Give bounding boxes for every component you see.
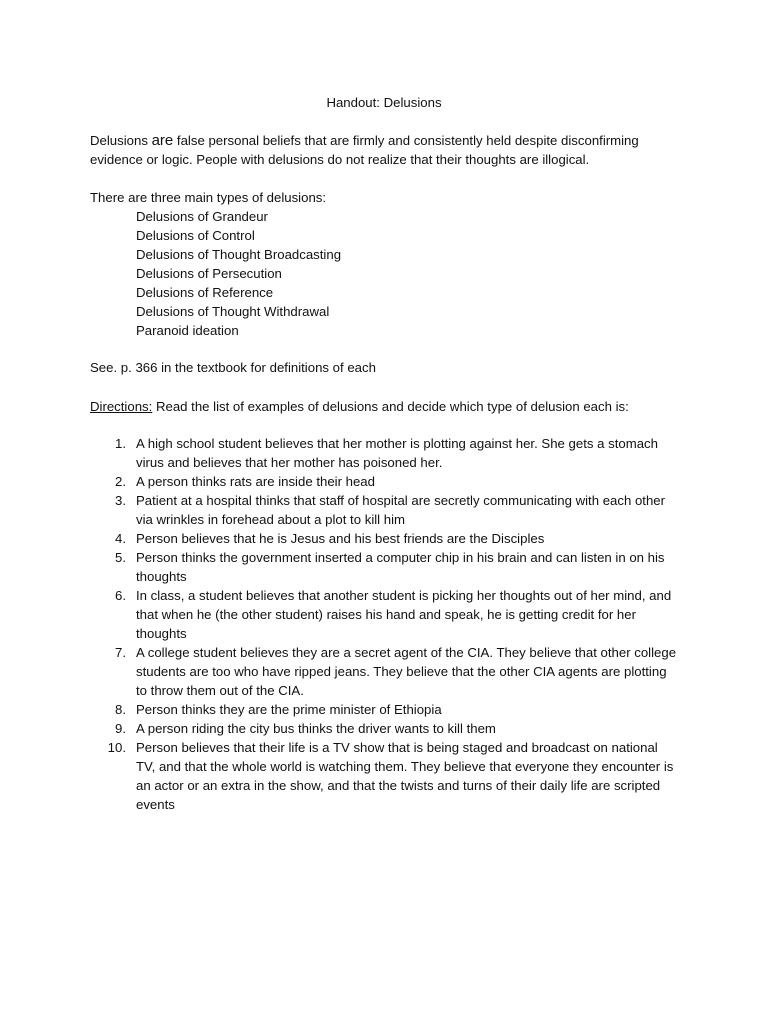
example-number: 5.: [115, 550, 126, 565]
delusion-type-item: Delusions of Thought Withdrawal: [136, 304, 330, 319]
example-item: [90, 434, 680, 472]
directions-label: Directions:: [90, 399, 153, 414]
example-item: [90, 643, 680, 700]
example-item: [90, 700, 680, 719]
example-item: [90, 719, 680, 738]
example-item: [90, 586, 680, 643]
intro-text-end: false personal beliefs that are firmly and consistently held despite disconfirming evidence or logic. People with delusions do not realize that their thoughts are illogical.: [90, 133, 639, 167]
example-number: 2.: [115, 474, 126, 489]
example-item: [90, 472, 680, 491]
example-number: 1.: [115, 436, 126, 451]
example-number: 8.: [115, 702, 126, 717]
directions-paragraph: [90, 397, 690, 416]
directions-text: Read the list of examples of delusions and decide which type of delusion each is:: [152, 399, 629, 414]
example-text: Person thinks the government inserted a computer chip in his brain and can listen in on his thoughts: [136, 550, 665, 584]
example-text: Patient at a hospital thinks that staff of hospital are secretly communicating with each other via wrinkles in forehead about a plot to kill him: [136, 493, 666, 527]
example-item: [90, 548, 680, 586]
example-item: [90, 738, 680, 814]
delusion-types-list: [136, 207, 341, 340]
delusion-type-item: Delusions of Grandeur: [136, 209, 268, 224]
example-number: 4.: [115, 531, 126, 546]
example-number: 10.: [107, 740, 126, 755]
delusion-type-item: Delusions of Control: [136, 228, 255, 243]
types-heading: There are three main types of delusions:: [90, 190, 327, 205]
example-number: 6.: [115, 588, 126, 603]
page-title: Handout: Delusions: [326, 95, 442, 110]
example-text: A college student believes they are a secret agent of the CIA. They believe that other college students are too who have ripped jeans. They believe that the other CIA agents are plotting to throw them out of the CIA.: [136, 645, 677, 698]
textbook-reference-note: See. p. 366 in the textbook for definitions of each: [90, 360, 376, 375]
example-text: A person riding the city bus thinks the driver wants to kill them: [136, 721, 496, 736]
example-text: A high school student believes that her mother is plotting against her. She gets a stomach virus and believes that her mother has poisoned her.: [136, 436, 658, 470]
delusion-type-item: Delusions of Persecution: [136, 266, 282, 281]
example-number: 9.: [115, 721, 126, 736]
intro-paragraph: [90, 131, 690, 169]
example-text: Person believes that their life is a TV show that is being staged and broadcast on national TV, and that the whole world is watching them. They believe that everyone they encounter is an actor or an extra in the show, and that the twists and turns of their daily life are scripted events: [136, 740, 674, 812]
example-item: [90, 529, 680, 548]
delusion-type-item: Delusions of Thought Broadcasting: [136, 247, 342, 262]
example-text: A person thinks rats are inside their head: [136, 474, 375, 489]
examples-list: [90, 434, 680, 814]
intro-text-start: Delusions: [90, 133, 152, 148]
example-item: [90, 491, 680, 529]
delusion-type-item: Delusions of Reference: [136, 285, 274, 300]
example-number: 7.: [115, 645, 126, 660]
intro-text-are: are: [151, 132, 174, 149]
example-text: Person thinks they are the prime minister of Ethiopia: [136, 702, 442, 717]
example-text: In class, a student believes that another student is picking her thoughts out of her mind, and that when he (the other student) raises his hand and speak, he is getting credit for her thoughts: [136, 588, 672, 641]
example-number: 3.: [115, 493, 126, 508]
delusion-type-item: Paranoid ideation: [136, 323, 239, 338]
example-text: Person believes that he is Jesus and his best friends are the Disciples: [136, 531, 545, 546]
